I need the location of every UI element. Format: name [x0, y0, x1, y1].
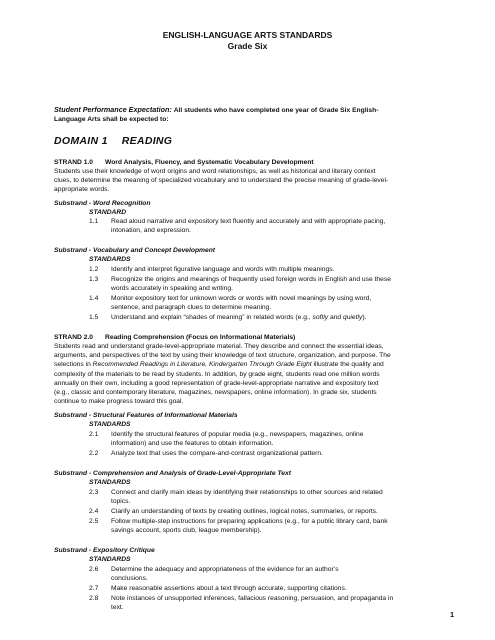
- book-title: Recommended Readings in Literature, Kindergarten Through Grade Eight: [92, 361, 312, 369]
- standard-text: [111, 517, 446, 535]
- standard-number: 2.3: [89, 489, 99, 496]
- standard-number: 1.4: [89, 295, 99, 302]
- standard-number: 2.1: [89, 431, 99, 438]
- substrand-vocabulary-label: STANDARDS: [89, 256, 131, 263]
- standard-number: 2.7: [89, 585, 99, 592]
- standard-line: words accurately in speaking and writing.: [111, 285, 233, 293]
- substrand-structural-label: STANDARDS: [89, 421, 131, 428]
- substrand-critique-title: Substrand - Expository Critique: [54, 547, 155, 554]
- substrand-comprehension-label: STANDARDS: [89, 479, 131, 486]
- standard-text: [111, 507, 446, 516]
- strand-2-desc-line: (e.g., classic and contemporary literature, magazines, newspapers, online information). In grade six, students: [54, 389, 377, 397]
- standard-text: [111, 265, 446, 274]
- document-title: ENGLISH-LANGUAGE ARTS STANDARDS: [162, 30, 333, 40]
- standard-number: 2.4: [89, 508, 99, 515]
- standard-line: Determine the adequacy and appropriateness of the evidence for an author’s: [111, 566, 339, 573]
- standard-line: Identify and interpret figurative language and words with multiple meanings.: [111, 266, 335, 273]
- standard-line: Identify the structural features of popular media (e.g., newspapers, magazines, online: [111, 431, 364, 438]
- substrand-comprehension-title: Substrand - Comprehension and Analysis of Grade-Level-Appropriate Text: [54, 470, 291, 477]
- standard-text: [111, 488, 446, 506]
- standard-line: Connect and clarify main ideas by identifying their relationships to other sources and related: [111, 489, 383, 496]
- strand-2-description: [54, 342, 469, 406]
- strand-2-desc-line: continue to make progress toward this goal.: [54, 398, 184, 406]
- standard-line: topics.: [111, 498, 131, 506]
- emphasis: softly: [312, 314, 329, 321]
- standard-line: information) and use the features to obtain information.: [111, 440, 274, 448]
- substrand-vocabulary-title: Substrand - Vocabulary and Concept Development: [54, 247, 216, 254]
- standard-text: [111, 584, 446, 593]
- standard-text: [111, 275, 446, 293]
- standard-line: intonation, and expression.: [111, 227, 191, 235]
- standard-number: 1.3: [89, 276, 99, 283]
- standard-number: 2.5: [89, 518, 99, 525]
- standard-text: [111, 594, 446, 612]
- strand-2-heading: [54, 333, 295, 342]
- standard-line: Follow multiple-step instructions for preparing applications (e.g., for a public library card, bank: [111, 518, 388, 525]
- expectation-label: Student Performance Expectation:: [54, 105, 172, 114]
- standard-text: [111, 313, 446, 322]
- strand-2-title: Reading Comprehension (Focus on Informational Materials): [105, 334, 296, 341]
- emphasis: quietly: [342, 314, 363, 321]
- standard-number: 1.2: [89, 266, 99, 273]
- standard-number: 2.8: [89, 595, 99, 602]
- strand-1-desc-line: clues, to determine the meaning of specialized vocabulary and to understand the precise meaning of grade-level-: [54, 177, 389, 185]
- standard-line: sentence, and paragraph clues to determine meaning.: [111, 304, 272, 312]
- strand-1-number: STRAND 1.0: [54, 159, 94, 166]
- standard-line: Read aloud narrative and expository text fluently and accurately and with appropriate pacing,: [111, 218, 386, 225]
- strand-2-number: STRAND 2.0: [54, 334, 94, 341]
- standard-text: [111, 217, 446, 235]
- text-span: selections in: [54, 361, 93, 369]
- strand-1-heading: [54, 158, 314, 167]
- standard-number: 2.6: [89, 566, 99, 573]
- substrand-critique-label: STANDARDS: [89, 556, 131, 563]
- standard-line: Recognize the origins and meanings of frequently used foreign words in English and use these: [111, 276, 391, 283]
- strand-1-description: [54, 167, 464, 195]
- standard-line: conclusions.: [111, 575, 148, 583]
- standard-line: Analyze text that uses the compare-and-contrast organizational pattern.: [111, 450, 323, 457]
- standard-text: [111, 294, 446, 312]
- standard-line: savings account, sports club, league membership).: [111, 527, 262, 535]
- strand-2-desc-line: Students read and understand grade-level-appropriate material. They describe and connect the essential ideas,: [54, 343, 384, 350]
- substrand-word-recognition-title: Substrand - Word Recognition: [54, 200, 151, 207]
- standard-line: Monitor expository text for unknown words or words with novel meanings by using word,: [111, 295, 372, 302]
- strand-1-title: Word Analysis, Fluency, and Systematic Vocabulary Development: [105, 159, 314, 166]
- strand-2-desc-line: annually on their own, including a good representation of grade-level-appropriate narrative and expository text: [54, 379, 379, 387]
- strand-2-desc-line: complexity of the materials to be read by students. In addition, by grade eight, students read one million words: [54, 370, 380, 378]
- standard-line: text.: [111, 604, 124, 612]
- standard-line: Make reasonable assertions about a text through accurate, supporting citations.: [111, 585, 347, 592]
- standard-line: ).: [362, 314, 367, 321]
- standard-line: Note instances of unsupported inferences, fallacious reasoning, persuasion, and propaganda in: [111, 595, 394, 602]
- strand-1-desc-line: Students use their knowledge of word origins and word relationships, as well as historical and literary context: [54, 168, 376, 175]
- standard-line: Clarify an understanding of texts by creating outlines, logical notes, summaries, or reports.: [111, 508, 378, 515]
- expectation-text-1: All students who have completed one year of Grade Six English-: [173, 107, 379, 114]
- standard-line: and: [328, 314, 343, 321]
- standard-text: [111, 565, 446, 583]
- standard-number: 2.2: [89, 450, 99, 457]
- strand-1-desc-line: appropriate words.: [54, 186, 110, 194]
- domain-name: READING: [121, 135, 173, 147]
- standard-text: [111, 449, 446, 458]
- performance-expectation: [54, 105, 454, 124]
- substrand-structural-title: Substrand - Structural Features of Informational Materials: [54, 412, 238, 419]
- standard-line: Understand and explain “shades of meaning” in related words (e.g.,: [111, 314, 313, 321]
- grade-heading: Grade Six: [227, 41, 268, 51]
- strand-2-desc-line: arguments, and perspectives of the text by using their knowledge of text structure, organization, and purpose. The: [54, 352, 391, 360]
- standard-number: 1.1: [89, 218, 99, 225]
- standard-text: [111, 430, 446, 448]
- page-number: 1: [450, 610, 455, 619]
- domain-number: DOMAIN 1: [54, 135, 108, 147]
- substrand-word-recognition-label: STANDARD: [89, 209, 127, 216]
- domain-heading: [54, 135, 172, 147]
- expectation-text-2: Language Arts shall be expected to:: [54, 116, 169, 124]
- standard-number: 1.5: [89, 314, 99, 321]
- text-span: illustrate the quality and: [311, 361, 384, 369]
- strand-2-desc-line: [54, 360, 469, 369]
